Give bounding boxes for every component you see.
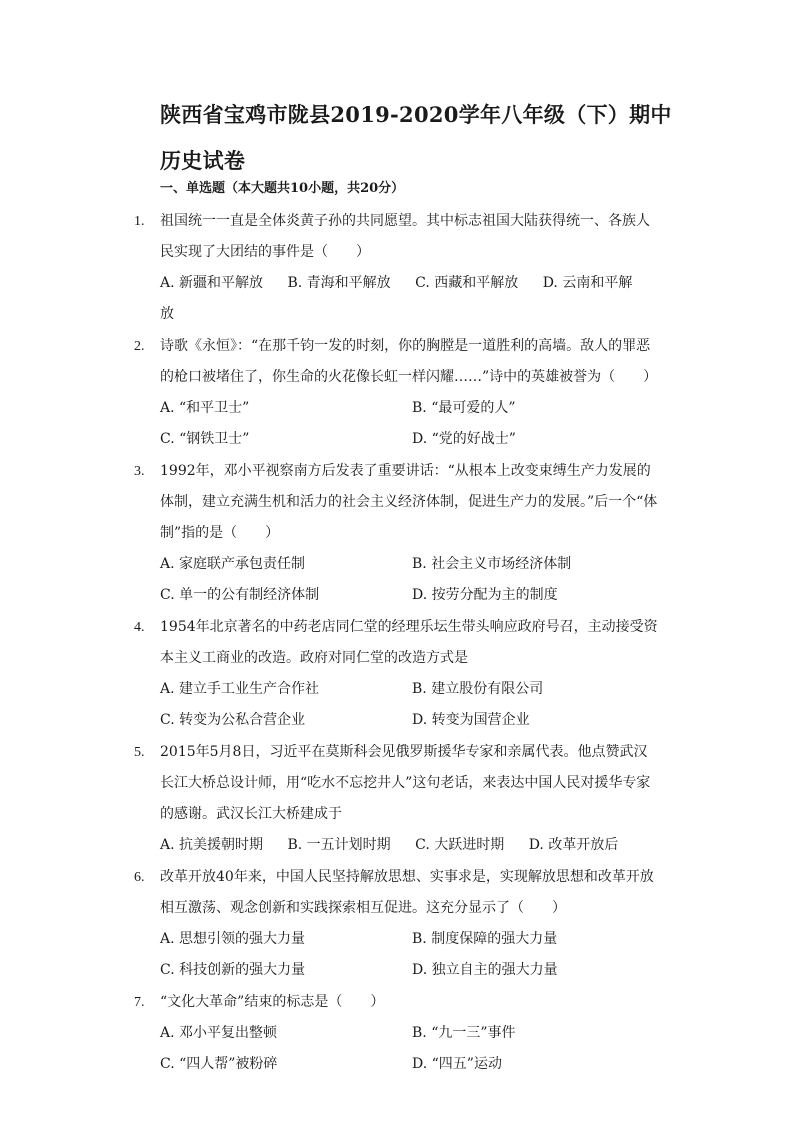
question-number: 3. <box>134 464 145 479</box>
question-stem: 诗歌《永恒》：“在那千钧一发的时刻，你的胸膛是一道胜利的高墙。敌人的罪恶的枪口被堵住了，你生命的火花像长虹一样闪耀……”诗中的英雄被誉为（ ） <box>160 338 658 385</box>
option-d: D. 云南和平解放 <box>160 275 633 322</box>
question-3 <box>0 456 660 611</box>
question-5 <box>0 737 660 861</box>
question-options <box>160 393 660 455</box>
question-stem: 改革开放40年来，中国人民坚持解放思想、实事求是，实现解放思想和改革开放相互激荡、观念创新和实践探索相互促进。这充分显示了（ ） <box>160 869 654 916</box>
option-b: B. “最可爱的人” <box>412 400 516 416</box>
option-c: C. 科技创新的强大力量 <box>160 962 306 978</box>
question-7 <box>0 987 660 1080</box>
option-c: C. 转变为公私合营企业 <box>160 712 306 728</box>
option-d: D. 按劳分配为主的制度 <box>412 587 558 603</box>
question-options <box>160 830 660 861</box>
option-c: C. 单一的公有制经济体制 <box>160 587 320 603</box>
question-6 <box>0 862 660 986</box>
question-4 <box>0 612 660 736</box>
question-number: 1. <box>134 214 145 229</box>
option-d: D. 改革开放后 <box>528 837 619 853</box>
question-options <box>160 268 660 330</box>
page-title: 陕西省宝鸡市陇县2019-2020学年八年级（下）期中历史试卷 <box>160 102 672 173</box>
option-a: A. 邓小平复出整顿 <box>160 1025 278 1041</box>
option-c: C. “四人帮”被粉碎 <box>160 1056 278 1072</box>
option-c: C. 大跃进时期 <box>415 837 505 853</box>
option-a: A. 建立手工业生产合作社 <box>160 681 320 697</box>
question-number: 2. <box>134 339 145 354</box>
option-b: B. 青海和平解放 <box>287 275 391 291</box>
question-stem: 1992年，邓小平视察南方后发表了重要讲话：“从根本上改变束缚生产力发展的体制，建立充满生机和活力的社会主义经济体制，促进生产力的发展。”后一个“体制”指的是（ ） <box>160 463 658 541</box>
option-b: B. “九一三”事件 <box>412 1025 516 1041</box>
question-number: 6. <box>134 870 145 885</box>
option-d: D. “党的好战士” <box>412 431 516 447</box>
question-number: 7. <box>134 995 145 1010</box>
option-d: D. “四五”运动 <box>412 1056 502 1072</box>
question-number: 4. <box>134 620 145 635</box>
option-b: B. 建立股份有限公司 <box>412 681 544 697</box>
option-a: A. “和平卫士” <box>160 400 250 416</box>
question-list <box>0 205 794 1080</box>
option-d: D. 独立自主的强大力量 <box>412 962 558 978</box>
question-stem: “文化大革命”结束的标志是（ ） <box>160 994 385 1010</box>
question-options <box>160 549 660 611</box>
option-b: B. 制度保障的强大力量 <box>412 931 558 947</box>
question-stem: 祖国统一一直是全体炎黄子孙的共同愿望。其中标志祖国大陆获得统一、各族人民实现了大团结的事件是（ ） <box>160 213 650 260</box>
section-heading: 一、单选题（本大题共10小题，共20分） <box>160 181 405 196</box>
option-b: B. 一五计划时期 <box>287 837 391 853</box>
option-a: A. 家庭联产承包责任制 <box>160 556 306 572</box>
question-number: 5. <box>134 745 145 760</box>
option-d: D. 转变为国营企业 <box>412 712 530 728</box>
question-options <box>160 924 660 986</box>
option-c: C. 西藏和平解放 <box>415 275 519 291</box>
option-a: A. 抗美援朝时期 <box>160 837 264 853</box>
question-2 <box>0 331 660 455</box>
question-options <box>160 674 660 736</box>
question-stem: 1954年北京著名的中药老店同仁堂的经理乐坛生带头响应政府号召，主动接受资本主义工商业的改造。政府对同仁堂的改造方式是 <box>160 619 658 666</box>
option-a: A. 新疆和平解放 <box>160 275 264 291</box>
option-a: A. 思想引领的强大力量 <box>160 931 306 947</box>
question-stem: 2015年5月8日，习近平在莫斯科会见俄罗斯援华专家和亲属代表。他点赞武汉长江大桥总设计师，用“吃水不忘挖井人”这句老话，来表达中国人民对援华专家的感谢。武汉长江大桥建成于 <box>160 744 651 822</box>
option-b: B. 社会主义市场经济体制 <box>412 556 572 572</box>
question-1 <box>0 206 660 330</box>
option-c: C. “钢铁卫士” <box>160 431 250 447</box>
question-options <box>160 1018 660 1080</box>
